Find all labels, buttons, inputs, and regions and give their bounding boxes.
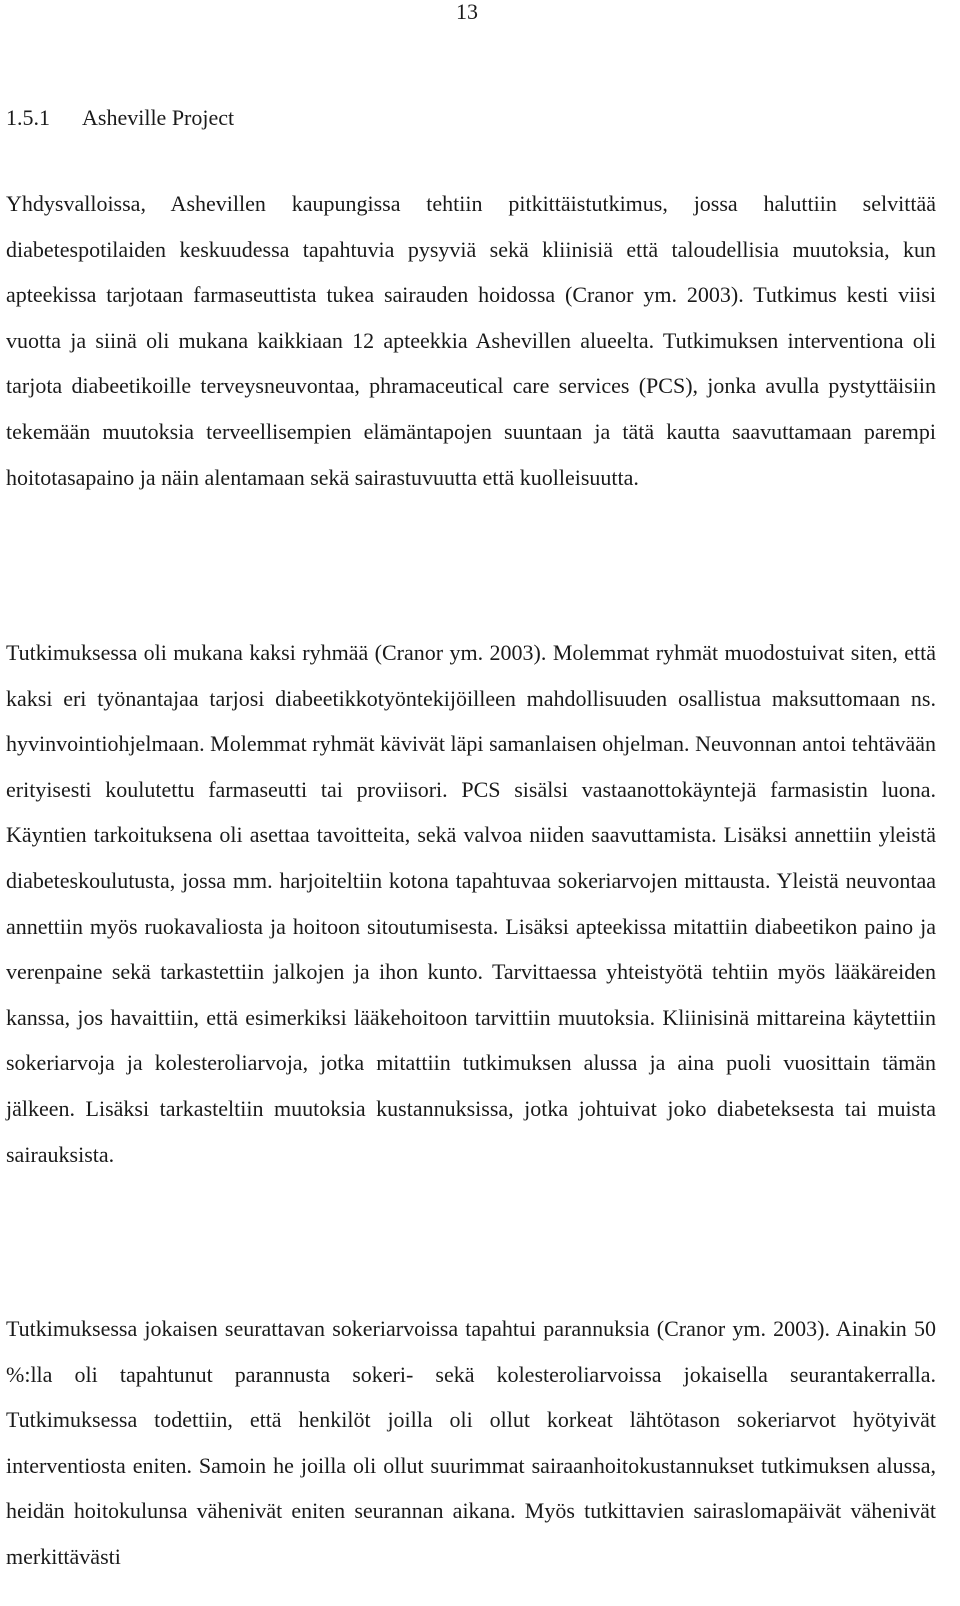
section-title: Asheville Project xyxy=(82,105,235,130)
body-paragraph: Yhdysvalloissa, Ashevillen kaupungissa tehtiin pitkittäistutkimus, jossa haluttiin selvittää diabetespotilaiden keskuudessa tapahtuvia pysyviä sekä kliinisiä että taloudellisia muutoksia, kun apteekissa tarjotaan farmaseuttista tukea sairauden hoidossa (Cranor ym. 2003). Tutkimus kesti viisi vuotta ja siinä oli mukana kaikkiaan 12 apteekkia Ashevillen alueelta. Tutkimuksen interventiona oli tarjota diabeetikoille terveysneuvontaa, phramaceutical care services (PCS), jonka avulla pystyttäisiin tekemään muutoksia terveellisempien elämäntapojen suuntaan ja tätä kautta saavuttamaan parempi hoitotasapaino ja näin alentamaan sekä sairastuvuutta että kuolleisuutta. xyxy=(6,191,936,490)
page-number: 13 xyxy=(456,0,478,24)
section-number: 1.5.1 xyxy=(6,105,50,130)
section-heading xyxy=(6,104,234,132)
body-paragraph: Tutkimuksessa oli mukana kaksi ryhmää (Cranor ym. 2003). Molemmat ryhmät muodostuivat siten, että kaksi eri työnantajaa tarjosi diabeetikkotyöntekijöilleen mahdollisuuden osallistua maksuttomaan ns. hyvinvointiohjelmaan. Molemmat ryhmät kävivät läpi samanlaisen ohjelman. Neuvonnan antoi tehtävään erityisesti koulutettu farmaseutti tai proviisori. PCS sisälsi vastaanottokäyntejä farmasistin luona. Käyntien tarkoituksena oli asettaa tavoitteita, sekä valvoa niiden saavuttamista. Lisäksi annettiin yleistä diabeteskoulutusta, jossa mm. harjoiteltiin kotona tapahtuvaa sokeriarvojen mittausta. Yleistä neuvontaa annettiin myös ruokavaliosta ja hoitoon sitoutumisesta. Lisäksi apteekissa mitattiin diabeetikon paino ja verenpaine sekä tarkastettiin jalkojen ja ihon kunto. Tarvittaessa yhteistyötä tehtiin myös lääkäreiden kanssa, jos havaittiin, että esimerkiksi lääkehoitoon tarvittiin muutoksia. Kliinisinä mittareina käytettiin sokeriarvoja ja kolesteroliarvoja, jotka mitattiin tutkimuksen alussa ja aina puoli vuosittain tämän jälkeen. Lisäksi tarkasteltiin muutoksia kustannuksissa, jotka johtuivat joko diabeteksesta tai muista sairauksista. xyxy=(6,640,936,1167)
body-paragraph: Tutkimuksessa jokaisen seurattavan sokeriarvoissa tapahtui parannuksia (Cranor ym. 2003). Ainakin 50 %:lla oli tapahtunut parannusta sokeri- sekä kolesteroliarvoissa jokaisella seurantakerralla. Tutkimuksessa todettiin, että henkilöt joilla oli ollut korkeat lähtötason sokeriarvot hyötyivät interventiosta eniten. Samoin he joilla oli ollut suurimmat sairaanhoitokustannukset tutkimuksen alussa, heidän hoitokulunsa vähenivät eniten seurannan aikana. Myös tutkittavien sairaslomapäivät vähenivät merkittävästi xyxy=(6,1316,936,1569)
